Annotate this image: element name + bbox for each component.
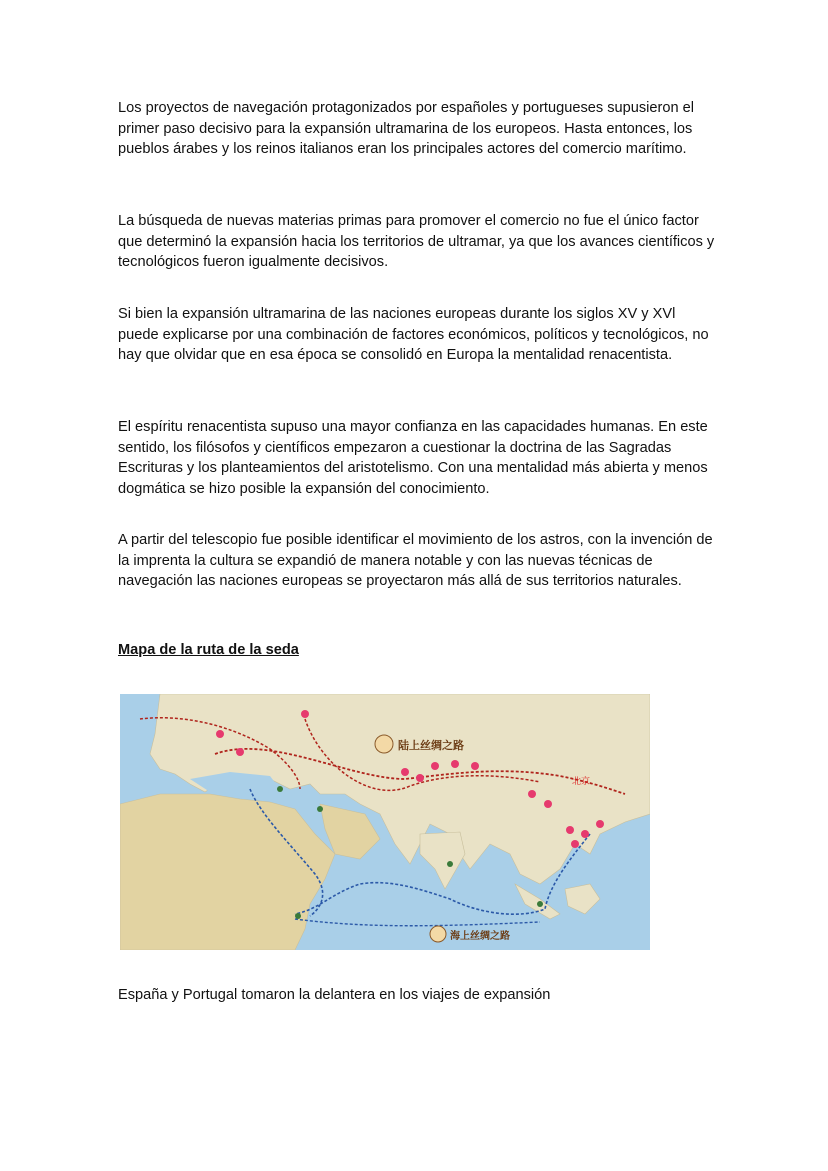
- port-marker: [277, 786, 283, 792]
- port-marker: [447, 861, 453, 867]
- city-marker: [471, 762, 479, 770]
- city-marker: [401, 768, 409, 776]
- port-marker: [317, 806, 323, 812]
- city-marker: [581, 830, 589, 838]
- city-marker: [236, 748, 244, 756]
- paragraph-2: La búsqueda de nuevas materias primas para promover el comercio no fue el único factor que determinó la expansión hacia los territorios de ultramar, ya que los avances científicos y tecnológicos fueron igualmente decisivos.: [118, 213, 715, 270]
- city-marker: [571, 840, 579, 848]
- city-marker: [451, 760, 459, 768]
- city-marker: [544, 800, 552, 808]
- city-marker: [301, 710, 309, 718]
- sea-route-label: 海上丝绸之路: [450, 931, 510, 942]
- city-marker: [416, 774, 424, 782]
- map-title: Mapa de la ruta de la seda: [118, 642, 299, 658]
- city-marker: [431, 762, 439, 770]
- port-marker: [295, 913, 301, 919]
- city-marker: [528, 790, 536, 798]
- paragraph-1: Los proyectos de navegación protagonizados por españoles y portugueses supusieron el primer paso decisivo para la expansión ultramarina de los europeos. Hasta entonces, los pueblos árabes y los reinos italianos eran los principales actores del comercio marítimo.: [118, 100, 695, 157]
- paragraph-5: A partir del telescopio fue posible identificar el movimiento de los astros, con la invención de la imprenta la cultura se expandió de manera notable y con las nuevas técnicas de navegación las naciones europeas se proyectaron más allá de sus territorios naturales.: [118, 532, 713, 589]
- paragraph-4: El espíritu renacentista supuso una mayor confianza en las capacidades humanas. En este sentido, los filósofos y científicos empezaron a cuestionar la doctrina de las Sagradas Escrituras y los planteamientos del aristotelismo. Con una mentalidad más abierta y menos dogmática se hizo posible la expansión del conocimiento.: [118, 419, 708, 497]
- port-marker: [537, 901, 543, 907]
- paragraph-3: Si bien la expansión ultramarina de las naciones europeas durante los siglos XV y XVl puede explicarse por una combinación de factores económicos, políticos y tecnológicos, no hay que olvidar que en esa época se consolidó en Europa la mentalidad renacentista.: [118, 306, 709, 363]
- city-marker: [596, 820, 604, 828]
- map-caption: España y Portugal tomaron la delantera en los viajes de expansión: [118, 987, 551, 1003]
- land-route-label: 陆上丝绸之路: [398, 739, 464, 752]
- city-marker: [566, 826, 574, 834]
- beijing-label: 北京: [572, 777, 591, 787]
- silk-road-map: [120, 694, 650, 950]
- city-marker: [216, 730, 224, 738]
